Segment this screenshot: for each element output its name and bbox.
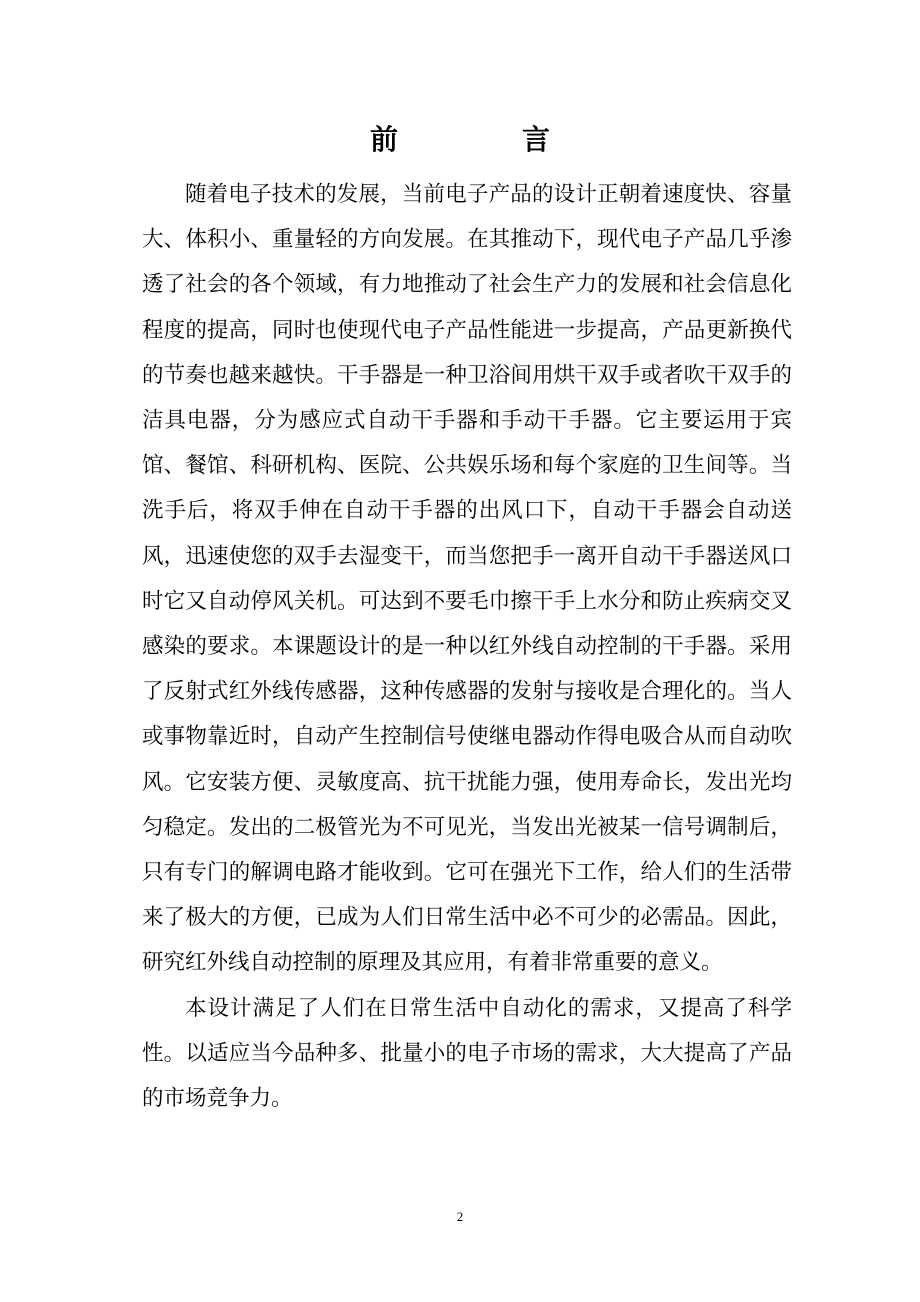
- paragraph-2: 本设计满足了人们在日常生活中自动化的需求，又提高了科学性。以适应当今品种多、批量小的电子市场的需求，大大提高了产品的市场竞争力。: [142, 995, 792, 1112]
- page-number: 2: [456, 1209, 464, 1224]
- body-text: [142, 172, 792, 1121]
- paragraph-1: 随着电子技术的发展，当前电子产品的设计正朝着速度快、容量大、体积小、重量轻的方向发展。在其推动下，现代电子产品几乎渗透了社会的各个领域，有力地推动了社会生产力的发展和社会信息化程度的提高，同时也使现代电子产品性能进一步提高，产品更新换代的节奏也越来越快。干手器是一种卫浴间用烘干双手或者吹干双手的洁具电器，分为感应式自动干手器和手动干手器。它主要运用于宾馆、餐馆、科研机构、医院、公共娱乐场和每个家庭的卫生间等。当洗手后，将双手伸在自动干手器的出风口下，自动干手器会自动送风，迅速使您的双手去湿变干，而当您把手一离开自动干手器送风口时它又自动停风关机。可达到不要毛巾擦干手上水分和防止疾病交叉感染的要求。本课题设计的是一种以红外线自动控制的干手器。采用了反射式红外线传感器，这种传感器的发射与接收是合理化的。当人或事物靠近时，自动产生控制信号使继电器动作得电吸合从而自动吹风。它安装方便、灵敏度高、抗干扰能力强，使用寿命长，发出光均匀稳定。发出的二极管光为不可见光，当发出光被某一信号调制后，只有专门的解调电路才能收到。它可在强光下工作，给人们的生活带来了极大的方便，已成为人们日常生活中必不可少的必需品。因此，研究红外线自动控制的原理及其应用，有着非常重要的意义。: [142, 182, 792, 976]
- page-title: 前 言: [369, 123, 598, 156]
